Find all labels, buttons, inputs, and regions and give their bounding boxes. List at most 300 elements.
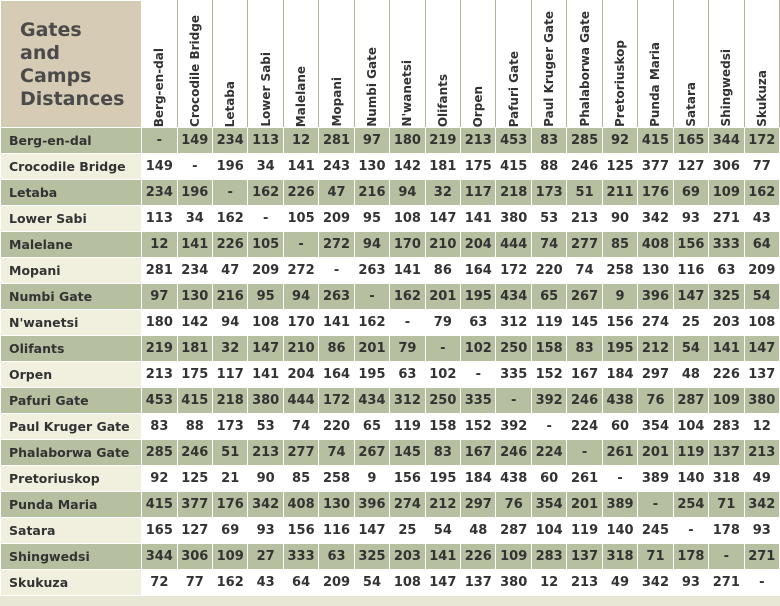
distance-cell: 274 [638,310,673,336]
distance-cell: 12 [142,232,177,258]
column-header-label: Pafuri Gate [506,50,521,127]
column-header [212,1,247,128]
distance-cell: 71 [709,492,744,518]
distance-cell: 95 [248,284,283,310]
distance-cell: 453 [496,128,531,154]
distance-cell: 92 [602,128,637,154]
distance-cell: 203 [390,544,425,570]
distance-cell: 117 [212,362,247,388]
column-header [602,1,637,128]
distance-cell: 380 [496,570,531,596]
distance-cell: 250 [425,388,460,414]
distance-cell: - [248,206,283,232]
distance-cell: - [602,466,637,492]
distance-cell: 74 [319,440,354,466]
distance-cell: 220 [319,414,354,440]
distance-cell: 209 [248,258,283,284]
distance-cell: 125 [177,466,212,492]
column-header [177,1,212,128]
distance-cell: 109 [496,544,531,570]
row-label: Punda Maria [1,492,142,518]
column-header [319,1,354,128]
distance-cell: 85 [602,232,637,258]
distance-cell: 32 [425,180,460,206]
distance-cell: 333 [709,232,744,258]
distance-cell: 408 [283,492,318,518]
column-header [709,1,744,128]
distance-cell: 285 [567,128,602,154]
distance-cell: 195 [461,284,496,310]
column-header-label: Crocodile Bridge [187,15,202,127]
distance-cell: 77 [177,570,212,596]
distance-cell: 184 [461,466,496,492]
table-row [1,492,780,518]
distance-cell: 201 [425,284,460,310]
column-header [744,1,779,128]
row-label: Lower Sabi [1,206,142,232]
distance-cell: 130 [638,258,673,284]
distance-cell: 74 [531,232,566,258]
distance-cell: 377 [177,492,212,518]
distance-cell: 271 [709,206,744,232]
distance-cell: 65 [354,414,389,440]
distance-cell: 201 [567,492,602,518]
column-header-label: Berg-en-dal [152,47,167,127]
distance-cell: 147 [425,206,460,232]
distance-cell: 211 [602,180,637,206]
column-header-label: Numbi Gate [364,47,379,127]
distance-cell: 158 [425,414,460,440]
distance-cell: 93 [248,518,283,544]
distance-cell: 156 [602,310,637,336]
distance-cell: 209 [319,570,354,596]
distance-cell: - [390,310,425,336]
distance-cell: 306 [709,154,744,180]
distance-cell: 210 [283,336,318,362]
distance-cell: 258 [319,466,354,492]
distance-cell: 380 [248,388,283,414]
distance-cell: 130 [354,154,389,180]
distance-cell: 93 [673,570,708,596]
table-row [1,232,780,258]
distance-cell: 201 [354,336,389,362]
distance-cell: 141 [709,336,744,362]
distance-cell: 74 [567,258,602,284]
distance-cell: 213 [248,440,283,466]
table-row [1,466,780,492]
distance-cell: - [425,336,460,362]
distance-cell: 127 [177,518,212,544]
distance-cell: 354 [638,414,673,440]
distance-cell: 109 [212,544,247,570]
distance-cell: 140 [602,518,637,544]
distance-cell: 342 [248,492,283,518]
distance-cell: 283 [531,544,566,570]
distance-cell: 164 [461,258,496,284]
distance-cell: 108 [390,570,425,596]
distance-cell: 220 [531,258,566,284]
distance-cell: 165 [142,518,177,544]
distance-cell: - [673,518,708,544]
table-row [1,518,780,544]
column-header-label: Paul Kruger Gate [542,11,557,127]
distance-cell: 224 [531,440,566,466]
distance-cell: 380 [744,388,779,414]
distance-cell: 165 [673,128,708,154]
distance-cell: 92 [142,466,177,492]
distance-cell: 72 [142,570,177,596]
distance-cell: 147 [673,284,708,310]
distance-cell: 48 [461,518,496,544]
distance-cell: 119 [567,518,602,544]
distance-cell: 88 [531,154,566,180]
distance-cell: 392 [496,414,531,440]
table-body [1,128,780,596]
distance-cell: 335 [496,362,531,388]
distance-cell: - [567,440,602,466]
distance-cell: 396 [638,284,673,310]
distance-cell: 158 [531,336,566,362]
row-label: Phalaborwa Gate [1,440,142,466]
distance-cell: 162 [248,180,283,206]
distance-cell: 77 [744,154,779,180]
distance-cell: 53 [531,206,566,232]
distance-cell: 196 [177,180,212,206]
distance-cell: 48 [673,362,708,388]
distance-cell: 271 [744,544,779,570]
distance-cell: 203 [709,310,744,336]
distance-cell: 261 [567,466,602,492]
distance-cell: 141 [248,362,283,388]
table-row [1,284,780,310]
distance-cell: 83 [425,440,460,466]
distance-cell: 119 [390,414,425,440]
distance-cell: 173 [531,180,566,206]
column-header [142,1,177,128]
distance-cell: 344 [142,544,177,570]
distance-cell: 65 [531,284,566,310]
distance-cell: 94 [212,310,247,336]
distance-cell: 263 [354,258,389,284]
distance-cell: 109 [709,388,744,414]
distance-cell: 167 [567,362,602,388]
distance-cell: 453 [142,388,177,414]
distance-cell: 54 [425,518,460,544]
distance-cell: - [461,362,496,388]
distance-cell: 342 [638,570,673,596]
distance-cell: 195 [602,336,637,362]
column-header-label: N'wanetsi [400,60,415,127]
distance-cell: 137 [744,362,779,388]
distance-cell: 49 [602,570,637,596]
distance-cell: 12 [531,570,566,596]
distance-cell: 60 [602,414,637,440]
row-label: Mopani [1,258,142,284]
table-row [1,128,780,154]
distance-cell: 213 [567,570,602,596]
distance-cell: - [638,492,673,518]
distance-cell: 86 [319,336,354,362]
column-header [673,1,708,128]
distance-cell: 97 [354,128,389,154]
distance-cell: 271 [709,570,744,596]
distance-cell: 141 [390,258,425,284]
distance-cell: 283 [709,414,744,440]
distance-cell: 108 [390,206,425,232]
distance-cell: 60 [531,466,566,492]
distance-cell: 246 [567,154,602,180]
column-header-label: Lower Sabi [258,52,273,127]
distance-cell: - [496,388,531,414]
distance-cell: 125 [602,154,637,180]
distance-cell: 137 [709,440,744,466]
distance-cell: 105 [248,232,283,258]
distance-cell: 287 [496,518,531,544]
distance-cell: 152 [531,362,566,388]
distance-cell: 434 [354,388,389,414]
distance-cell: 149 [177,128,212,154]
distance-cell: 145 [567,310,602,336]
distance-cell: 34 [177,206,212,232]
distance-cell: 108 [248,310,283,336]
column-header-label: Orpen [471,85,486,127]
distance-cell: 162 [354,310,389,336]
table-row [1,544,780,570]
column-header-label: Phalaborwa Gate [577,11,592,127]
distance-cell: 389 [602,492,637,518]
distance-cell: - [142,128,177,154]
distance-cell: 71 [638,544,673,570]
distance-cell: 226 [212,232,247,258]
distance-cell: 172 [496,258,531,284]
distance-cell: 243 [319,154,354,180]
distance-cell: 213 [461,128,496,154]
distance-cell: 105 [283,206,318,232]
column-header-label: Skukuza [754,70,769,127]
distance-cell: 218 [212,388,247,414]
table-row [1,180,780,206]
row-label: Pretoriuskop [1,466,142,492]
distance-cell: 104 [673,414,708,440]
distance-cell: 172 [319,388,354,414]
distance-cell: 156 [673,232,708,258]
distance-cell: 335 [461,388,496,414]
distance-cell: 245 [638,518,673,544]
column-header [283,1,318,128]
column-header-label: Olifants [435,73,450,127]
distance-cell: 149 [142,154,177,180]
column-header-label: Satara [683,82,698,127]
distance-cell: 226 [283,180,318,206]
distance-cell: 219 [142,336,177,362]
column-header [567,1,602,128]
distance-cell: 175 [461,154,496,180]
distance-cell: 254 [673,492,708,518]
row-label: N'wanetsi [1,310,142,336]
row-label: Berg-en-dal [1,128,142,154]
column-header [461,1,496,128]
distance-cell: 54 [354,570,389,596]
distance-cell: 246 [567,388,602,414]
distance-cell: 137 [567,544,602,570]
distance-cell: 180 [142,310,177,336]
distance-cell: 178 [673,544,708,570]
distance-cell: 354 [531,492,566,518]
distance-cell: 76 [496,492,531,518]
distance-cell: 246 [177,440,212,466]
distance-cell: 277 [283,440,318,466]
distance-cell: 344 [709,128,744,154]
distance-cell: 147 [744,336,779,362]
distance-cell: 21 [212,466,247,492]
distance-cell: 218 [496,180,531,206]
distance-cell: 261 [602,440,637,466]
distance-cell: 63 [709,258,744,284]
row-label: Olifants [1,336,142,362]
table-row [1,336,780,362]
distance-cell: 51 [567,180,602,206]
distance-cell: 162 [744,180,779,206]
distance-cell: 267 [567,284,602,310]
distance-cell: 147 [354,518,389,544]
distance-cell: 104 [531,518,566,544]
distance-cell: 234 [177,258,212,284]
distance-cell: 170 [283,310,318,336]
distance-cell: 83 [531,128,566,154]
distance-cell: 234 [142,180,177,206]
distance-cell: 142 [390,154,425,180]
distance-cell: 86 [425,258,460,284]
distance-cell: 69 [673,180,708,206]
distance-cell: 438 [602,388,637,414]
distance-cell: 201 [638,440,673,466]
distance-cell: 167 [461,440,496,466]
distance-cell: 209 [319,206,354,232]
distance-cell: 195 [354,362,389,388]
row-label: Letaba [1,180,142,206]
distance-cell: 195 [425,466,460,492]
distance-cell: 175 [177,362,212,388]
distance-cell: 234 [212,128,247,154]
table-row [1,206,780,232]
distance-cell: 156 [390,466,425,492]
row-label: Shingwedsi [1,544,142,570]
distance-cell: 444 [496,232,531,258]
distance-cell: 12 [283,128,318,154]
distance-cell: 79 [425,310,460,336]
distance-cell: 145 [390,440,425,466]
table-row [1,154,780,180]
distance-cell: 141 [319,310,354,336]
distance-cell: 408 [638,232,673,258]
distance-cell: 130 [319,492,354,518]
distance-cell: 380 [496,206,531,232]
distance-cell: 141 [283,154,318,180]
distance-cell: 113 [248,128,283,154]
distance-cell: 176 [638,180,673,206]
distance-cell: 444 [283,388,318,414]
distance-cell: 64 [744,232,779,258]
distance-cell: 53 [248,414,283,440]
distance-cell: 438 [496,466,531,492]
distance-cell: 79 [390,336,425,362]
distance-cell: 212 [638,336,673,362]
distance-cell: 216 [212,284,247,310]
distance-cell: 147 [425,570,460,596]
column-header-label: Letaba [223,80,238,127]
distance-cell: 285 [142,440,177,466]
distance-cell: 116 [673,258,708,284]
distance-cell: - [177,154,212,180]
distance-cell: 263 [319,284,354,310]
distance-cell: 281 [319,128,354,154]
distance-cell: 93 [744,518,779,544]
distance-cell: 297 [461,492,496,518]
distance-cell: 25 [390,518,425,544]
distance-cell: 318 [709,466,744,492]
distance-cell: 64 [283,570,318,596]
distance-cell: 141 [461,206,496,232]
distance-cell: 108 [744,310,779,336]
distance-cell: 156 [283,518,318,544]
distance-cell: - [212,180,247,206]
distance-cell: 172 [744,128,779,154]
distance-cell: 213 [142,362,177,388]
distance-cell: 140 [673,466,708,492]
distance-cell: 102 [461,336,496,362]
distance-cell: 83 [567,336,602,362]
distance-cell: 181 [425,154,460,180]
distance-cell: 246 [496,440,531,466]
distance-cell: 178 [709,518,744,544]
distance-cell: 287 [673,388,708,414]
distance-cell: 176 [212,492,247,518]
distance-cell: 312 [390,388,425,414]
column-header-label: Mopani [329,77,344,127]
distance-cell: 43 [248,570,283,596]
distance-cell: 219 [425,128,460,154]
distance-cell: 113 [142,206,177,232]
distance-cell: 415 [638,128,673,154]
distance-cell: 162 [212,206,247,232]
distance-cell: 181 [177,336,212,362]
distance-cell: 109 [709,180,744,206]
distance-cell: 272 [319,232,354,258]
distance-cell: 51 [212,440,247,466]
column-header [531,1,566,128]
distance-cell: 272 [283,258,318,284]
table-row [1,388,780,414]
distance-cell: 216 [354,180,389,206]
distance-cell: - [319,258,354,284]
distance-cell: 392 [531,388,566,414]
distance-cell: 277 [567,232,602,258]
distance-cell: 63 [461,310,496,336]
distance-cell: 94 [390,180,425,206]
distance-cell: 212 [425,492,460,518]
distance-cell: 267 [354,440,389,466]
header-row [1,1,780,128]
distance-cell: 69 [212,518,247,544]
distance-cell: 97 [142,284,177,310]
distance-cell: 325 [709,284,744,310]
distance-cell: 94 [354,232,389,258]
distance-cell: 250 [496,336,531,362]
distance-cell: 333 [283,544,318,570]
distance-cell: 396 [354,492,389,518]
distance-cell: 141 [177,232,212,258]
distance-cell: 63 [319,544,354,570]
